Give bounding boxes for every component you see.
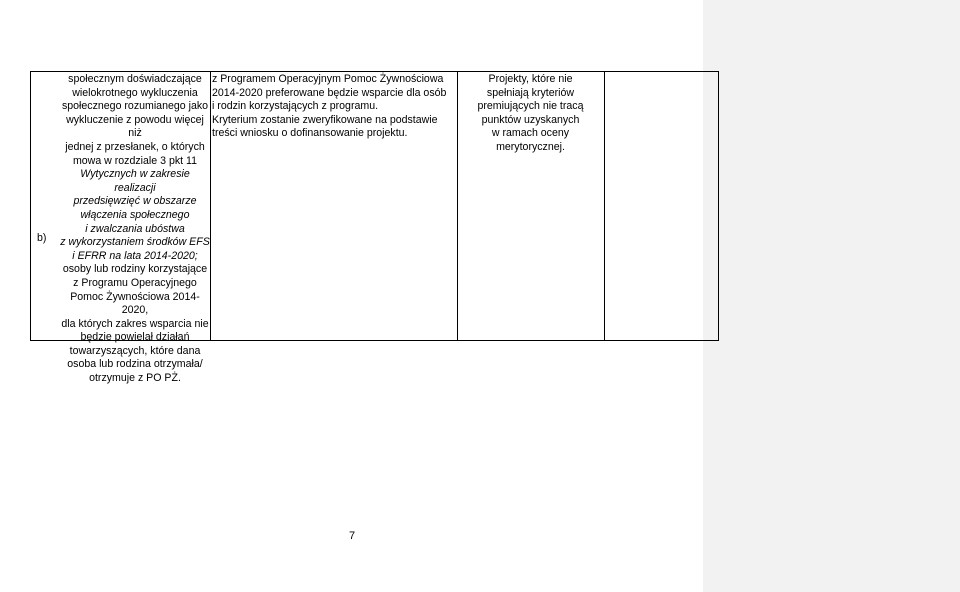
description-line: otrzymuje z PO PŻ. [89, 372, 181, 385]
description-line: i EFRR na lata 2014-2020; [72, 249, 198, 262]
description-line: mowa w rozdziale 3 pkt 11 [72, 154, 198, 167]
description-line: wykluczenie z powodu więcej niż [66, 113, 204, 140]
description-line: osoba lub rodzina otrzymała/ [67, 358, 203, 371]
table-col-border-3 [604, 71, 605, 341]
description-line: i zwalczania ubóstwa [85, 222, 185, 235]
description-line: społecznym doświadczające [68, 73, 202, 85]
description-line: będzie powielał działań [80, 331, 190, 344]
note-line: merytorycznej. [496, 140, 565, 153]
description-line: społecznego rozumianego jako [61, 100, 209, 113]
description-line: osoby lub rodziny korzystające [62, 263, 208, 276]
description-line: dla których zakres wsparcia nie [61, 317, 209, 330]
description-line: wielokrotnego wykluczenia [72, 86, 198, 99]
note-line: Projekty, które nie [488, 73, 573, 85]
description-line: jednej z przesłanek, o których [65, 140, 205, 153]
description-line: Pomoc Żywnościowa 2014-2020, [70, 290, 200, 317]
note-line: premiujących nie tracą [477, 100, 584, 113]
description-line: Wytycznych w zakresie realizacji [80, 168, 190, 194]
note-line: punktów uzyskanych [481, 113, 580, 126]
note-line: spełniają kryteriów [486, 86, 575, 99]
table-top-border [30, 71, 719, 72]
description-line: przedsięwzięć w obszarze [73, 195, 197, 208]
criterion-detail-cell [212, 73, 457, 141]
detail-line: Kryterium zostanie zweryfikowane na podstawie [212, 113, 438, 126]
criterion-note-cell [458, 73, 603, 155]
table-col-border-1 [210, 71, 211, 341]
page-number: 7 [348, 530, 356, 542]
comment-margin-pane [703, 0, 960, 592]
detail-line: z Programem Operacyjnym Pomoc Żywnościowa [212, 73, 444, 85]
table-col-border-4 [718, 71, 719, 341]
table-col-border-0 [30, 71, 31, 341]
description-line: włączenia społecznego [80, 208, 190, 221]
note-line: w ramach oceny [491, 127, 570, 140]
detail-line: treści wniosku o dofinansowanie projektu. [212, 127, 408, 140]
criterion-description-cell [60, 73, 210, 386]
description-line: towarzyszących, które dana [69, 344, 201, 357]
description-line: z Programu Operacyjnego [73, 276, 197, 289]
description-line: z wykorzystaniem środków EFS [60, 236, 210, 249]
detail-line: 2014-2020 preferowane będzie wsparcie dla osób [212, 86, 447, 99]
list-marker-b: b) [37, 232, 47, 244]
detail-line: i rodzin korzystających z programu. [212, 100, 379, 113]
